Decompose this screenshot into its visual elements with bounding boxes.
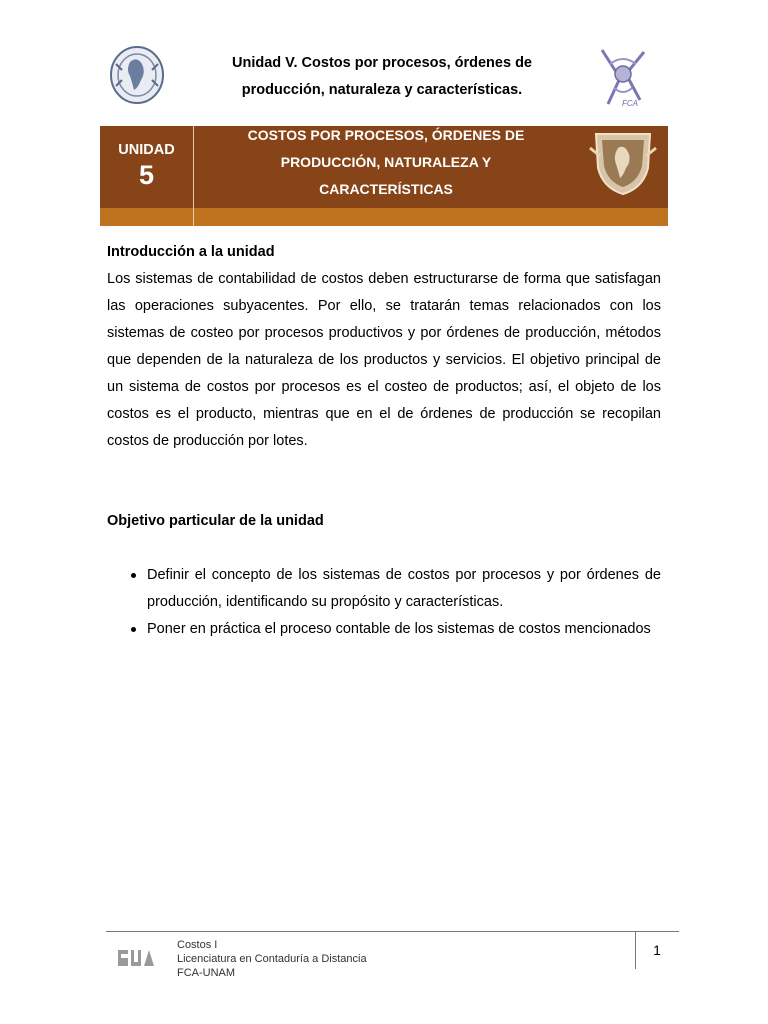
footer-course: Costos I [177, 939, 218, 951]
footer-rule [106, 931, 679, 932]
list-item [107, 616, 661, 643]
objective-heading: Objetivo particular de la unidad [107, 513, 324, 529]
unit-banner [100, 126, 668, 226]
banner-divider [193, 126, 194, 226]
intro-section [107, 239, 661, 455]
sua-logo [118, 948, 156, 968]
svg-text:FCA: FCA [622, 99, 638, 108]
fca-logo [592, 44, 654, 110]
footer-institution: FCA-UNAM [177, 967, 236, 979]
bullet-icon [131, 627, 136, 632]
bullet-icon [131, 573, 136, 578]
objective-section [107, 508, 661, 535]
footer-text [177, 938, 367, 980]
objective-list [107, 562, 661, 643]
banner-bottom-band [100, 208, 668, 226]
unit-title: COSTOS POR PROCESOS, ÓRDENES DE PRODUCCIÓN, NATURALEZA Y CARACTERÍSTICAS [247, 127, 525, 197]
list-item [107, 562, 661, 616]
document-header-title: Unidad V. Costos por procesos, órdenes de producción, naturaleza y características. [231, 55, 532, 98]
page-number: 1 [653, 942, 661, 958]
unam-seal-logo [108, 44, 166, 106]
footer-program: Licenciatura en Contaduría a Distancia [177, 953, 367, 965]
unit-label: UNIDAD [118, 142, 175, 158]
objective-list-container [107, 562, 661, 643]
intro-paragraph: Los sistemas de contabilidad de costos deben estructurarse de forma que satisfagan las operaciones subyacentes. Por ello, se tratarán temas relacionados con los sistemas de costeo por procesos productivos y por órdenes de producción, métodos que dependen de la naturaleza de los productos y servicios. El objetivo principal de un sistema de costos por procesos es el costeo de productos; así, el objeto de los costos es el producto, mientras que en el de órdenes de producción se recopilan costos de producción por lotes. [107, 271, 661, 449]
objective-item-text: Definir el concepto de los sistemas de costos por procesos y por órdenes de producción, identificando su propósito y características. [147, 567, 661, 610]
objective-item-text: Poner en práctica el proceso contable de los sistemas de costos mencionados [147, 621, 651, 637]
footer-divider [635, 931, 636, 969]
unam-shield-icon [588, 128, 658, 198]
intro-heading: Introducción a la unidad [107, 244, 275, 260]
unit-number: 5 [138, 160, 155, 190]
